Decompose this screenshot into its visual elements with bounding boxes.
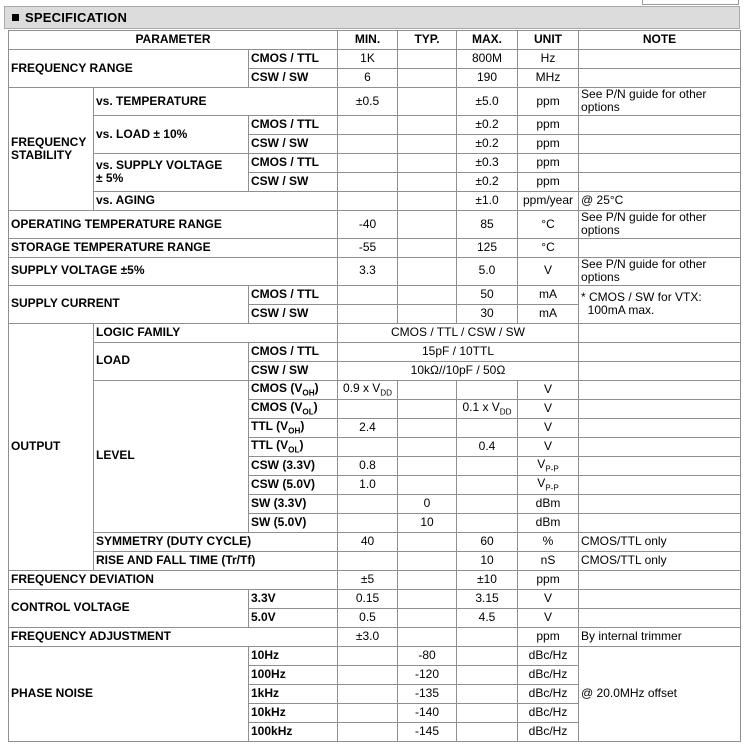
value-cell (338, 115, 398, 134)
value-cell (398, 304, 457, 323)
note-cell (579, 50, 741, 69)
col-header-parameter: PARAMETER (9, 31, 338, 50)
spec-table (8, 30, 741, 742)
value-cell: 10kΩ//10pF / 50Ω (338, 361, 579, 380)
subparam-logic-family: LOGIC FAMILY (94, 323, 338, 342)
subparam-cmos-vol: CMOS $(V_{OL})$ (249, 399, 338, 418)
value-cell: 15pF / 10TTL (338, 342, 579, 361)
value-cell (398, 551, 457, 570)
value-cell (457, 456, 518, 475)
value-cell (398, 532, 457, 551)
note-cell: See P/N guide for other options (579, 88, 741, 116)
note-cell (579, 418, 741, 437)
note-cell (579, 399, 741, 418)
note-cell (579, 570, 741, 589)
value-cell: V (518, 399, 579, 418)
value-cell (338, 665, 398, 684)
col-header-max: MAX. (457, 31, 518, 50)
note-cell (579, 361, 741, 380)
value-cell: 0 (398, 494, 457, 513)
value-cell: % (518, 532, 579, 551)
table-row (9, 285, 741, 304)
table-row (9, 589, 741, 608)
value-cell: 0.8 (338, 456, 398, 475)
note-cell (579, 342, 741, 361)
value-cell (398, 210, 457, 238)
subparam-cmos-ttl: CMOS / TTL (249, 50, 338, 69)
value-cell: 0.4 (457, 437, 518, 456)
value-cell: $V_{P-P}$ (518, 456, 579, 475)
value-cell (398, 191, 457, 210)
value-cell (457, 703, 518, 722)
note-cell: @ 25°C (579, 191, 741, 210)
subparam-100hz: 100Hz (249, 665, 338, 684)
subparam-cmos-voh: CMOS $(V_{OH})$ (249, 380, 338, 399)
value-cell: 1K (338, 50, 398, 69)
value-cell (398, 399, 457, 418)
value-cell: Hz (518, 50, 579, 69)
note-cell: @ 20.0MHz offset (579, 646, 741, 741)
value-cell (398, 172, 457, 191)
value-cell: 190 (457, 69, 518, 88)
value-cell (457, 646, 518, 665)
value-cell (338, 191, 398, 210)
value-cell (457, 684, 518, 703)
value-cell: 800M (457, 50, 518, 69)
subparam-vs-load: vs. LOAD ± 10% (94, 115, 249, 153)
value-cell: 0.1 x $V_{DD}$ (457, 399, 518, 418)
value-cell (398, 418, 457, 437)
param-control-voltage: CONTROL VOLTAGE (9, 589, 249, 627)
value-cell: V (518, 380, 579, 399)
note-cell: See P/N guide for other options (579, 210, 741, 238)
subparam-symmetry: SYMMETRY (DUTY CYCLE) (94, 532, 338, 551)
note-cell: CMOS/TTL only (579, 551, 741, 570)
table-row (9, 342, 741, 361)
value-cell (457, 475, 518, 494)
value-cell: ppm (518, 88, 579, 116)
note-cell (579, 456, 741, 475)
param-supply-current: SUPPLY CURRENT (9, 285, 249, 323)
value-cell (338, 722, 398, 741)
value-cell (338, 285, 398, 304)
note-cell (579, 153, 741, 172)
value-cell: V (518, 608, 579, 627)
value-cell (338, 134, 398, 153)
note-cell: See P/N guide for other options (579, 257, 741, 285)
value-cell: ±10 (457, 570, 518, 589)
value-cell: 4.5 (457, 608, 518, 627)
section-bullet-icon (12, 14, 19, 21)
value-cell: 0.5 (338, 608, 398, 627)
note-cell (579, 589, 741, 608)
value-cell (398, 437, 457, 456)
value-cell: 60 (457, 532, 518, 551)
subparam-csw-sw: CSW / SW (249, 134, 338, 153)
value-cell: ±5.0 (457, 88, 518, 116)
value-cell: ±0.2 (457, 172, 518, 191)
value-cell: mA (518, 285, 579, 304)
value-cell: nS (518, 551, 579, 570)
subparam-rise-fall-time: RISE AND FALL TIME (Tr/Tf) (94, 551, 338, 570)
value-cell (457, 665, 518, 684)
value-cell: 3.15 (457, 589, 518, 608)
param-supply-voltage: SUPPLY VOLTAGE ±5% (9, 257, 338, 285)
subparam-sw-3v3: SW (3.3V) (249, 494, 338, 513)
param-frequency-deviation: FREQUENCY DEVIATION (9, 570, 338, 589)
col-header-min: MIN. (338, 31, 398, 50)
value-cell: MHz (518, 69, 579, 88)
value-cell: ±5 (338, 570, 398, 589)
table-row (9, 380, 741, 399)
value-cell (398, 115, 457, 134)
note-cell (579, 494, 741, 513)
note-cell (579, 115, 741, 134)
subparam-5v0: 5.0V (249, 608, 338, 627)
value-cell: V (518, 437, 579, 456)
value-cell (398, 257, 457, 285)
param-frequency-stability: FREQUENCY STABILITY (9, 88, 94, 211)
value-cell (398, 50, 457, 69)
value-cell: 1.0 (338, 475, 398, 494)
subparam-ttl-vol: TTL $(V_{OL})$ (249, 437, 338, 456)
value-cell (398, 88, 457, 116)
note-cell: * CMOS / SW for VTX: 100mA max. (579, 285, 741, 323)
value-cell (457, 380, 518, 399)
value-cell: 50 (457, 285, 518, 304)
value-cell: V (518, 418, 579, 437)
subparam-vs-temperature: vs. TEMPERATURE (94, 88, 338, 116)
value-cell (398, 69, 457, 88)
subparam-cmos-ttl: CMOS / TTL (249, 115, 338, 134)
subparam-100khz: 100kHz (249, 722, 338, 741)
value-cell: 3.3 (338, 257, 398, 285)
table-row (9, 551, 741, 570)
note-cell (579, 380, 741, 399)
value-cell: dBc/Hz (518, 684, 579, 703)
value-cell: °C (518, 238, 579, 257)
value-cell: 5.0 (457, 257, 518, 285)
table-row (9, 153, 741, 172)
note-cell: By internal trimmer (579, 627, 741, 646)
value-cell: -145 (398, 722, 457, 741)
value-cell (338, 437, 398, 456)
note-cell (579, 437, 741, 456)
col-header-note: NOTE (579, 31, 741, 50)
subparam-load: LOAD (94, 342, 249, 380)
subparam-csw-sw: CSW / SW (249, 361, 338, 380)
value-cell: -120 (398, 665, 457, 684)
subparam-10khz: 10kHz (249, 703, 338, 722)
note-cell (579, 513, 741, 532)
col-header-unit: UNIT (518, 31, 579, 50)
table-row (9, 238, 741, 257)
value-cell (398, 456, 457, 475)
value-cell (398, 570, 457, 589)
note-cell (579, 323, 741, 342)
value-cell: CMOS / TTL / CSW / SW (338, 323, 579, 342)
value-cell: -140 (398, 703, 457, 722)
subparam-vs-aging: vs. AGING (94, 191, 338, 210)
value-cell: ppm/year (518, 191, 579, 210)
value-cell: ±0.5 (338, 88, 398, 116)
section-title: SPECIFICATION (25, 10, 128, 25)
value-cell (457, 513, 518, 532)
value-cell: ppm (518, 115, 579, 134)
col-header-typ: TYP. (398, 31, 457, 50)
subparam-ttl-voh: TTL $(V_{OH})$ (249, 418, 338, 437)
value-cell: ppm (518, 172, 579, 191)
table-row (9, 191, 741, 210)
value-cell: ±0.3 (457, 153, 518, 172)
value-cell: ±0.2 (457, 134, 518, 153)
value-cell: 0.15 (338, 589, 398, 608)
subparam-cmos-ttl: CMOS / TTL (249, 285, 338, 304)
note-cell (579, 238, 741, 257)
value-cell: dBm (518, 494, 579, 513)
value-cell: 10 (457, 551, 518, 570)
value-cell (338, 494, 398, 513)
value-cell (457, 418, 518, 437)
value-cell (398, 627, 457, 646)
value-cell: -40 (338, 210, 398, 238)
param-operating-temperature-range: OPERATING TEMPERATURE RANGE (9, 210, 338, 238)
value-cell (398, 134, 457, 153)
table-row (9, 115, 741, 134)
value-cell: V (518, 589, 579, 608)
value-cell: dBm (518, 513, 579, 532)
spec-table-body (9, 31, 741, 742)
note-cell: CMOS/TTL only (579, 532, 741, 551)
value-cell (338, 153, 398, 172)
value-cell: ppm (518, 570, 579, 589)
subparam-csw-5v0: CSW (5.0V) (249, 475, 338, 494)
table-row (9, 257, 741, 285)
value-cell: dBc/Hz (518, 722, 579, 741)
value-cell (398, 153, 457, 172)
value-cell: dBc/Hz (518, 665, 579, 684)
value-cell (338, 703, 398, 722)
value-cell: ppm (518, 627, 579, 646)
value-cell: 85 (457, 210, 518, 238)
value-cell: °C (518, 210, 579, 238)
value-cell: dBc/Hz (518, 703, 579, 722)
param-frequency-adjustment: FREQUENCY ADJUSTMENT (9, 627, 338, 646)
value-cell (398, 589, 457, 608)
subparam-csw-sw: CSW / SW (249, 69, 338, 88)
value-cell (338, 399, 398, 418)
value-cell: 6 (338, 69, 398, 88)
subparam-3v3: 3.3V (249, 589, 338, 608)
value-cell (338, 684, 398, 703)
value-cell (338, 646, 398, 665)
value-cell (398, 285, 457, 304)
subparam-csw-sw: CSW / SW (249, 172, 338, 191)
note-cell (579, 134, 741, 153)
table-row (9, 532, 741, 551)
table-row (9, 88, 741, 116)
value-cell (338, 551, 398, 570)
value-cell: ppm (518, 153, 579, 172)
subparam-level: LEVEL (94, 380, 249, 532)
value-cell: 0.9 x $V_{DD}$ (338, 380, 398, 399)
value-cell (398, 380, 457, 399)
value-cell: -55 (338, 238, 398, 257)
value-cell: -135 (398, 684, 457, 703)
value-cell (398, 238, 457, 257)
note-cell (579, 69, 741, 88)
value-cell: ±3.0 (338, 627, 398, 646)
note-cell (579, 608, 741, 627)
value-cell: 30 (457, 304, 518, 323)
value-cell: 2.4 (338, 418, 398, 437)
previous-section-remnant (642, 0, 739, 5)
value-cell (338, 304, 398, 323)
param-frequency-range: FREQUENCY RANGE (9, 50, 249, 88)
table-row (9, 570, 741, 589)
value-cell: ±1.0 (457, 191, 518, 210)
value-cell: -80 (398, 646, 457, 665)
value-cell: mA (518, 304, 579, 323)
note-cell (579, 172, 741, 191)
subparam-1khz: 1kHz (249, 684, 338, 703)
header-row (9, 31, 741, 50)
subparam-sw-5v0: SW (5.0V) (249, 513, 338, 532)
value-cell (457, 494, 518, 513)
value-cell: 40 (338, 532, 398, 551)
value-cell: ±0.2 (457, 115, 518, 134)
value-cell: 10 (398, 513, 457, 532)
subparam-csw-3v3: CSW (3.3V) (249, 456, 338, 475)
value-cell: ppm (518, 134, 579, 153)
param-storage-temperature-range: STORAGE TEMPERATURE RANGE (9, 238, 338, 257)
table-row (9, 323, 741, 342)
value-cell (398, 475, 457, 494)
param-output: OUTPUT (9, 323, 94, 570)
subparam-cmos-ttl: CMOS / TTL (249, 153, 338, 172)
value-cell: V (518, 257, 579, 285)
value-cell: $V_{P-P}$ (518, 475, 579, 494)
subparam-10hz: 10Hz (249, 646, 338, 665)
section-title-bar (4, 6, 740, 29)
table-row (9, 50, 741, 69)
value-cell (338, 513, 398, 532)
value-cell (457, 627, 518, 646)
subparam-vs-supply-voltage: vs. SUPPLY VOLTAGE ± 5% (94, 153, 249, 191)
table-row (9, 210, 741, 238)
note-cell (579, 475, 741, 494)
value-cell (338, 172, 398, 191)
subparam-cmos-ttl: CMOS / TTL (249, 342, 338, 361)
value-cell (398, 608, 457, 627)
value-cell (457, 722, 518, 741)
subparam-csw-sw: CSW / SW (249, 304, 338, 323)
value-cell: dBc/Hz (518, 646, 579, 665)
value-cell: 125 (457, 238, 518, 257)
param-phase-noise: PHASE NOISE (9, 646, 249, 741)
table-row (9, 646, 741, 665)
table-row (9, 627, 741, 646)
